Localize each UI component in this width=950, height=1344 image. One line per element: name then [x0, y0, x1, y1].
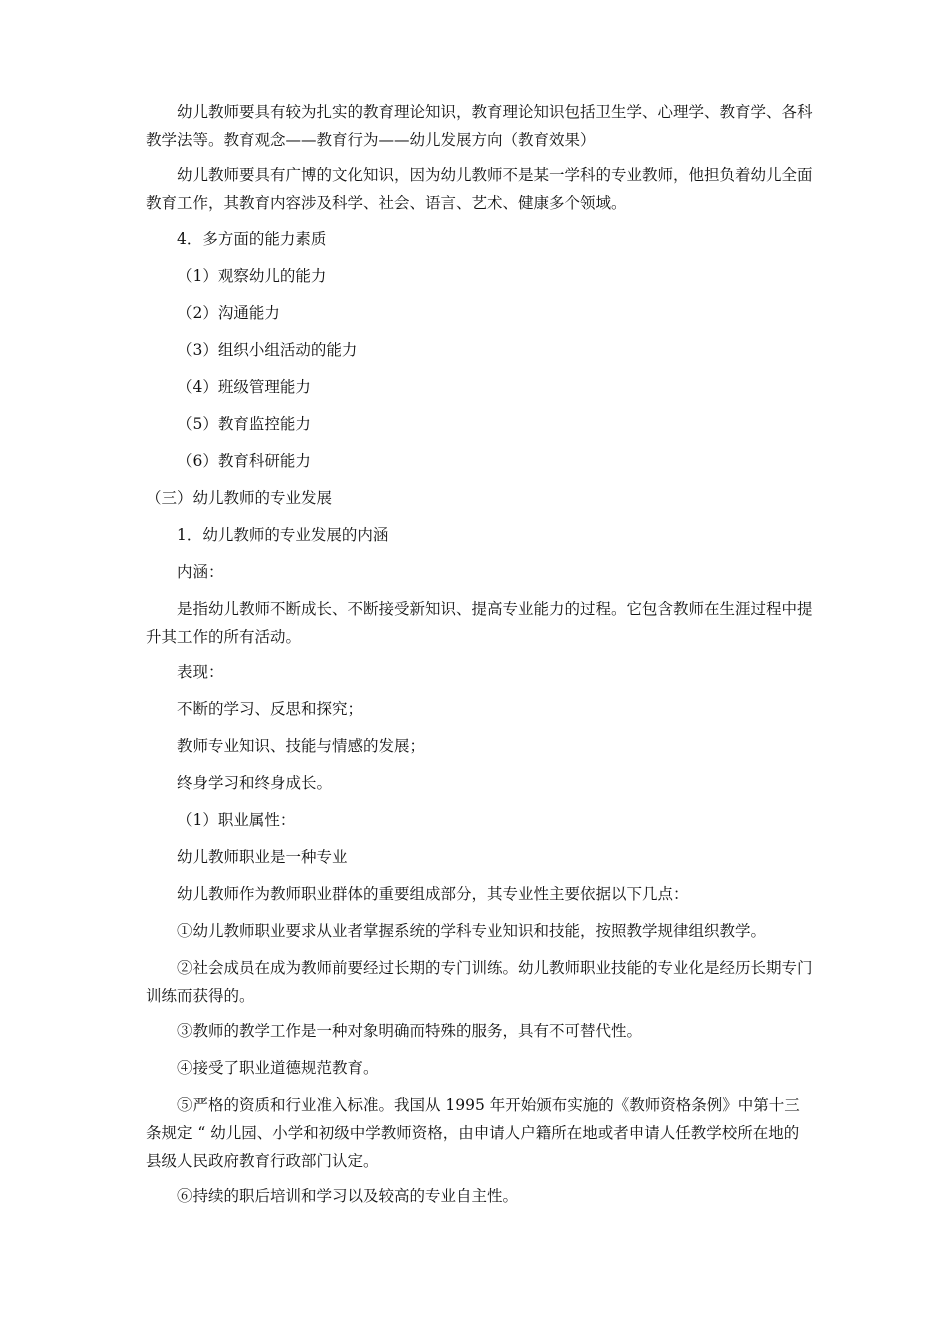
point-6: ⑥持续的职后培训和学习以及较高的专业自主性。	[177, 1187, 519, 1205]
label-occupational-attribute: （1）职业属性：	[177, 811, 296, 829]
line-basis-intro: 幼儿教师作为教师职业群体的重要组成部分，其专业性主要依据以下几点：	[177, 885, 689, 903]
list-item-organize: （3）组织小组活动的能力	[177, 341, 358, 359]
list-item-observe: （1）观察幼儿的能力	[177, 267, 327, 285]
subheading-connotation: 1．幼儿教师的专业发展的内涵	[177, 526, 389, 544]
paragraph-theory-knowledge: 幼儿教师要具有较为扎实的教育理论知识，教育理论知识包括卫生学、心理学、教育学、各科教学法等。教育观念——教育行为——幼儿发展方向（教育效果）	[146, 103, 813, 149]
section-heading-professional-development: （三）幼儿教师的专业发展	[146, 489, 333, 507]
label-performance: 表现：	[177, 663, 224, 681]
line-lifelong-learning: 终身学习和终身成长。	[177, 774, 333, 792]
paragraph-definition: 是指幼儿教师不断成长、不断接受新知识、提高专业能力的过程。它包含教师在生涯过程中提升其工作的所有活动。	[146, 600, 813, 646]
line-profession: 幼儿教师职业是一种专业	[177, 848, 348, 866]
heading-ability-quality: 4．多方面的能力素质	[177, 230, 327, 248]
list-item-research: （6）教育科研能力	[177, 452, 311, 470]
list-item-monitoring: （5）教育监控能力	[177, 415, 311, 433]
line-learning-reflection: 不断的学习、反思和探究；	[177, 700, 364, 718]
point-2: ②社会成员在成为教师前要经过长期的专门训练。幼儿教师职业技能的专业化是经历长期专门训练而获得的。	[146, 959, 813, 1005]
point-5: ⑤严格的资质和行业准入标准。我国从 1995 年开始颁布实施的《教师资格条例》中第十三条规定 “ 幼儿园、小学和初级中学教师资格，由申请人户籍所在地或者申请人任教学校所在地的县级人民政府教育行政部门认定。	[146, 1096, 800, 1170]
list-item-communicate: （2）沟通能力	[177, 304, 280, 322]
line-knowledge-skills: 教师专业知识、技能与情感的发展；	[177, 737, 426, 755]
point-3: ③教师的教学工作是一种对象明确而特殊的服务，具有不可替代性。	[177, 1022, 643, 1040]
point-1: ①幼儿教师职业要求从业者掌握系统的学科专业知识和技能，按照教学规律组织教学。	[177, 922, 767, 940]
point-4: ④接受了职业道德规范教育。	[177, 1059, 379, 1077]
paragraph-culture-knowledge: 幼儿教师要具有广博的文化知识，因为幼儿教师不是某一学科的专业教师，他担负着幼儿全面教育工作，其教育内容涉及科学、社会、语言、艺术、健康多个领域。	[146, 166, 813, 212]
label-connotation: 内涵：	[177, 563, 224, 581]
list-item-class-management: （4）班级管理能力	[177, 378, 311, 396]
